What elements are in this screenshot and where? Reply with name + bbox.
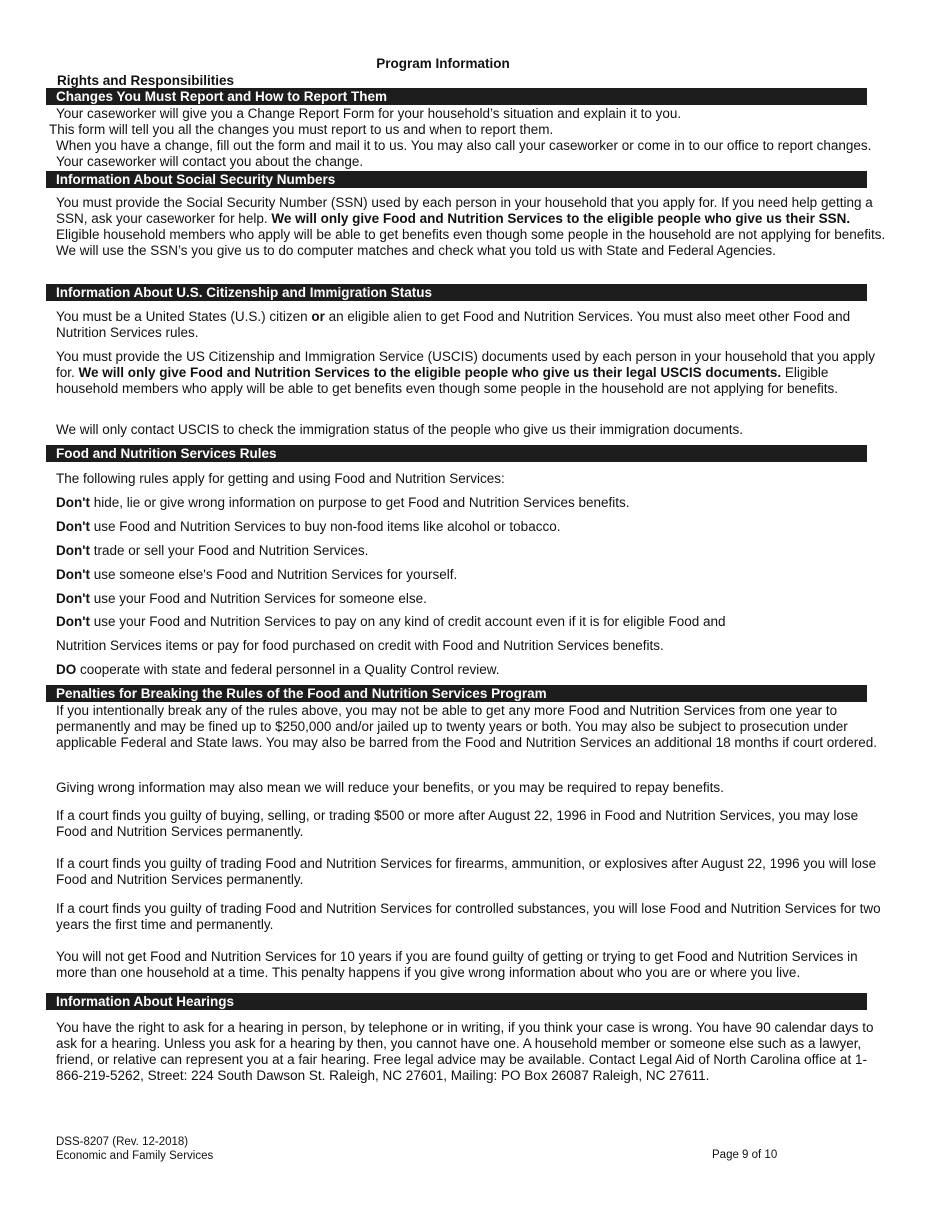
section-heading-rules: Food and Nutrition Services Rules	[46, 445, 867, 462]
rule-item-continuation: Nutrition Services items or pay for food purchased on credit with Food and Nutrition Services benefits.	[56, 638, 664, 653]
penalties-paragraph-3: If a court finds you guilty of buying, selling, or trading $500 or more after August 22, 1996 in Food and Nutrition Services, you may lose Food and Nutrition Services permanently.	[56, 808, 859, 839]
changes-paragraph-2: This form will tell you all the changes you must report to us and when to report them.	[49, 122, 554, 137]
penalties-paragraph-2: Giving wrong information may also mean we will reduce your benefits, or you may be required to repay benefits.	[56, 780, 724, 795]
rule-item: Don't hide, lie or give wrong information on purpose to get Food and Nutrition Services benefits.	[56, 495, 630, 510]
rule-item: Don't use your Food and Nutrition Services for someone else.	[56, 591, 427, 606]
division-name: Economic and Family Services	[56, 1150, 214, 1162]
page-subtitle: Rights and Responsibilities	[57, 73, 235, 88]
rules-intro: The following rules apply for getting and using Food and Nutrition Services:	[56, 471, 505, 486]
form-number: DSS-8207 (Rev. 12-2018)	[56, 1136, 189, 1148]
page-footer	[56, 1135, 213, 1163]
rule-item: DO cooperate with state and federal personnel in a Quality Control review.	[56, 662, 500, 677]
hearings-paragraph: You have the right to ask for a hearing in person, by telephone or in writing, if you think your case is wrong. You have 90 calendar days to ask for a hearing. Unless you ask for a hearing by then, you cannot have one. A household member or someone else such as a lawyer, friend, or relative can represent you at a fair hearing. Free legal advice may be available. Contact Legal Aid of North Carolina office at 1-866-219-5262, Street: 224 South Dawson St. Raleigh, NC 27601, Mailing: PO Box 26087 Raleigh, NC 27611.	[56, 1020, 874, 1083]
penalties-paragraph-5: If a court finds you guilty of trading Food and Nutrition Services for controlled substances, you will lose Food and Nutrition Services for two years the first time and permanently.	[56, 901, 881, 932]
page-number: Page 9 of 10	[712, 1149, 778, 1161]
section-heading-penalties: Penalties for Breaking the Rules of the Food and Nutrition Services Program	[46, 685, 867, 702]
penalties-paragraph-4: If a court finds you guilty of trading Food and Nutrition Services for firearms, ammunition, or explosives after August 22, 1996 you will lose Food and Nutrition Services permanently.	[56, 856, 877, 887]
section-heading-ssn: Information About Social Security Numbers	[46, 171, 867, 188]
changes-paragraph-1: Your caseworker will give you a Change Report Form for your household’s situation and explain it to you.	[56, 106, 682, 121]
section-heading-citizenship: Information About U.S. Citizenship and Immigration Status	[46, 284, 867, 301]
rule-item: Don't use your Food and Nutrition Services to pay on any kind of credit account even if it is for eligible Food and	[56, 614, 726, 629]
changes-paragraph-3: When you have a change, fill out the form and mail it to us. You may also call your caseworker or come in to our office to report changes. Your caseworker will contact you about the change.	[56, 138, 872, 169]
penalties-paragraph-1: If you intentionally break any of the rules above, you may not be able to get any more Food and Nutrition Services from one year to permanently and may be fined up to $250,000 and/or jailed up to twenty years or both. You may also be subject to prosecution under applicable Federal and State laws. You may also be barred from the Food and Nutrition Services an additional 18 months if court ordered.	[56, 703, 877, 750]
rule-item: Don't use someone else's Food and Nutrition Services for yourself.	[56, 567, 458, 582]
page-title: Program Information	[376, 56, 510, 71]
rule-item: Don't trade or sell your Food and Nutrition Services.	[56, 543, 369, 558]
citizenship-paragraph-3: We will only contact USCIS to check the immigration status of the people who give us their immigration documents.	[56, 422, 744, 437]
rule-item: Don't use Food and Nutrition Services to buy non-food items like alcohol or tobacco.	[56, 519, 561, 534]
citizenship-paragraph-2: You must provide the US Citizenship and Immigration Service (USCIS) documents used by each person in your household that you apply for. We will only give Food and Nutrition Services to the eligible people who give us their legal USCIS documents. Eligible household members who apply will be able to get benefits even though some people in the household are not applying for benefits.	[56, 349, 875, 396]
ssn-paragraph: You must provide the Social Security Number (SSN) used by each person in your household that you apply for. If you need help getting a SSN, ask your caseworker for help. We will only give Food and Nutrition Services to the eligible people who give us their SSN. Eligible household members who apply will be able to get benefits even though some people in the household are not applying for benefits. We will use the SSN’s you give us to do computer matches and check what you told us with State and Federal Agencies.	[56, 195, 886, 258]
section-heading-hearings: Information About Hearings	[46, 993, 867, 1010]
penalties-paragraph-6: You will not get Food and Nutrition Services for 10 years if you are found guilty of getting or trying to get Food and Nutrition Services in more than one household at a time. This penalty happens if you give wrong information about who you are or where you live.	[56, 949, 858, 980]
citizenship-paragraph-1: You must be a United States (U.S.) citizen or an eligible alien to get Food and Nutrition Services. You must also meet other Food and Nutrition Services rules.	[56, 309, 851, 340]
section-heading-changes: Changes You Must Report and How to Report Them	[46, 88, 867, 105]
